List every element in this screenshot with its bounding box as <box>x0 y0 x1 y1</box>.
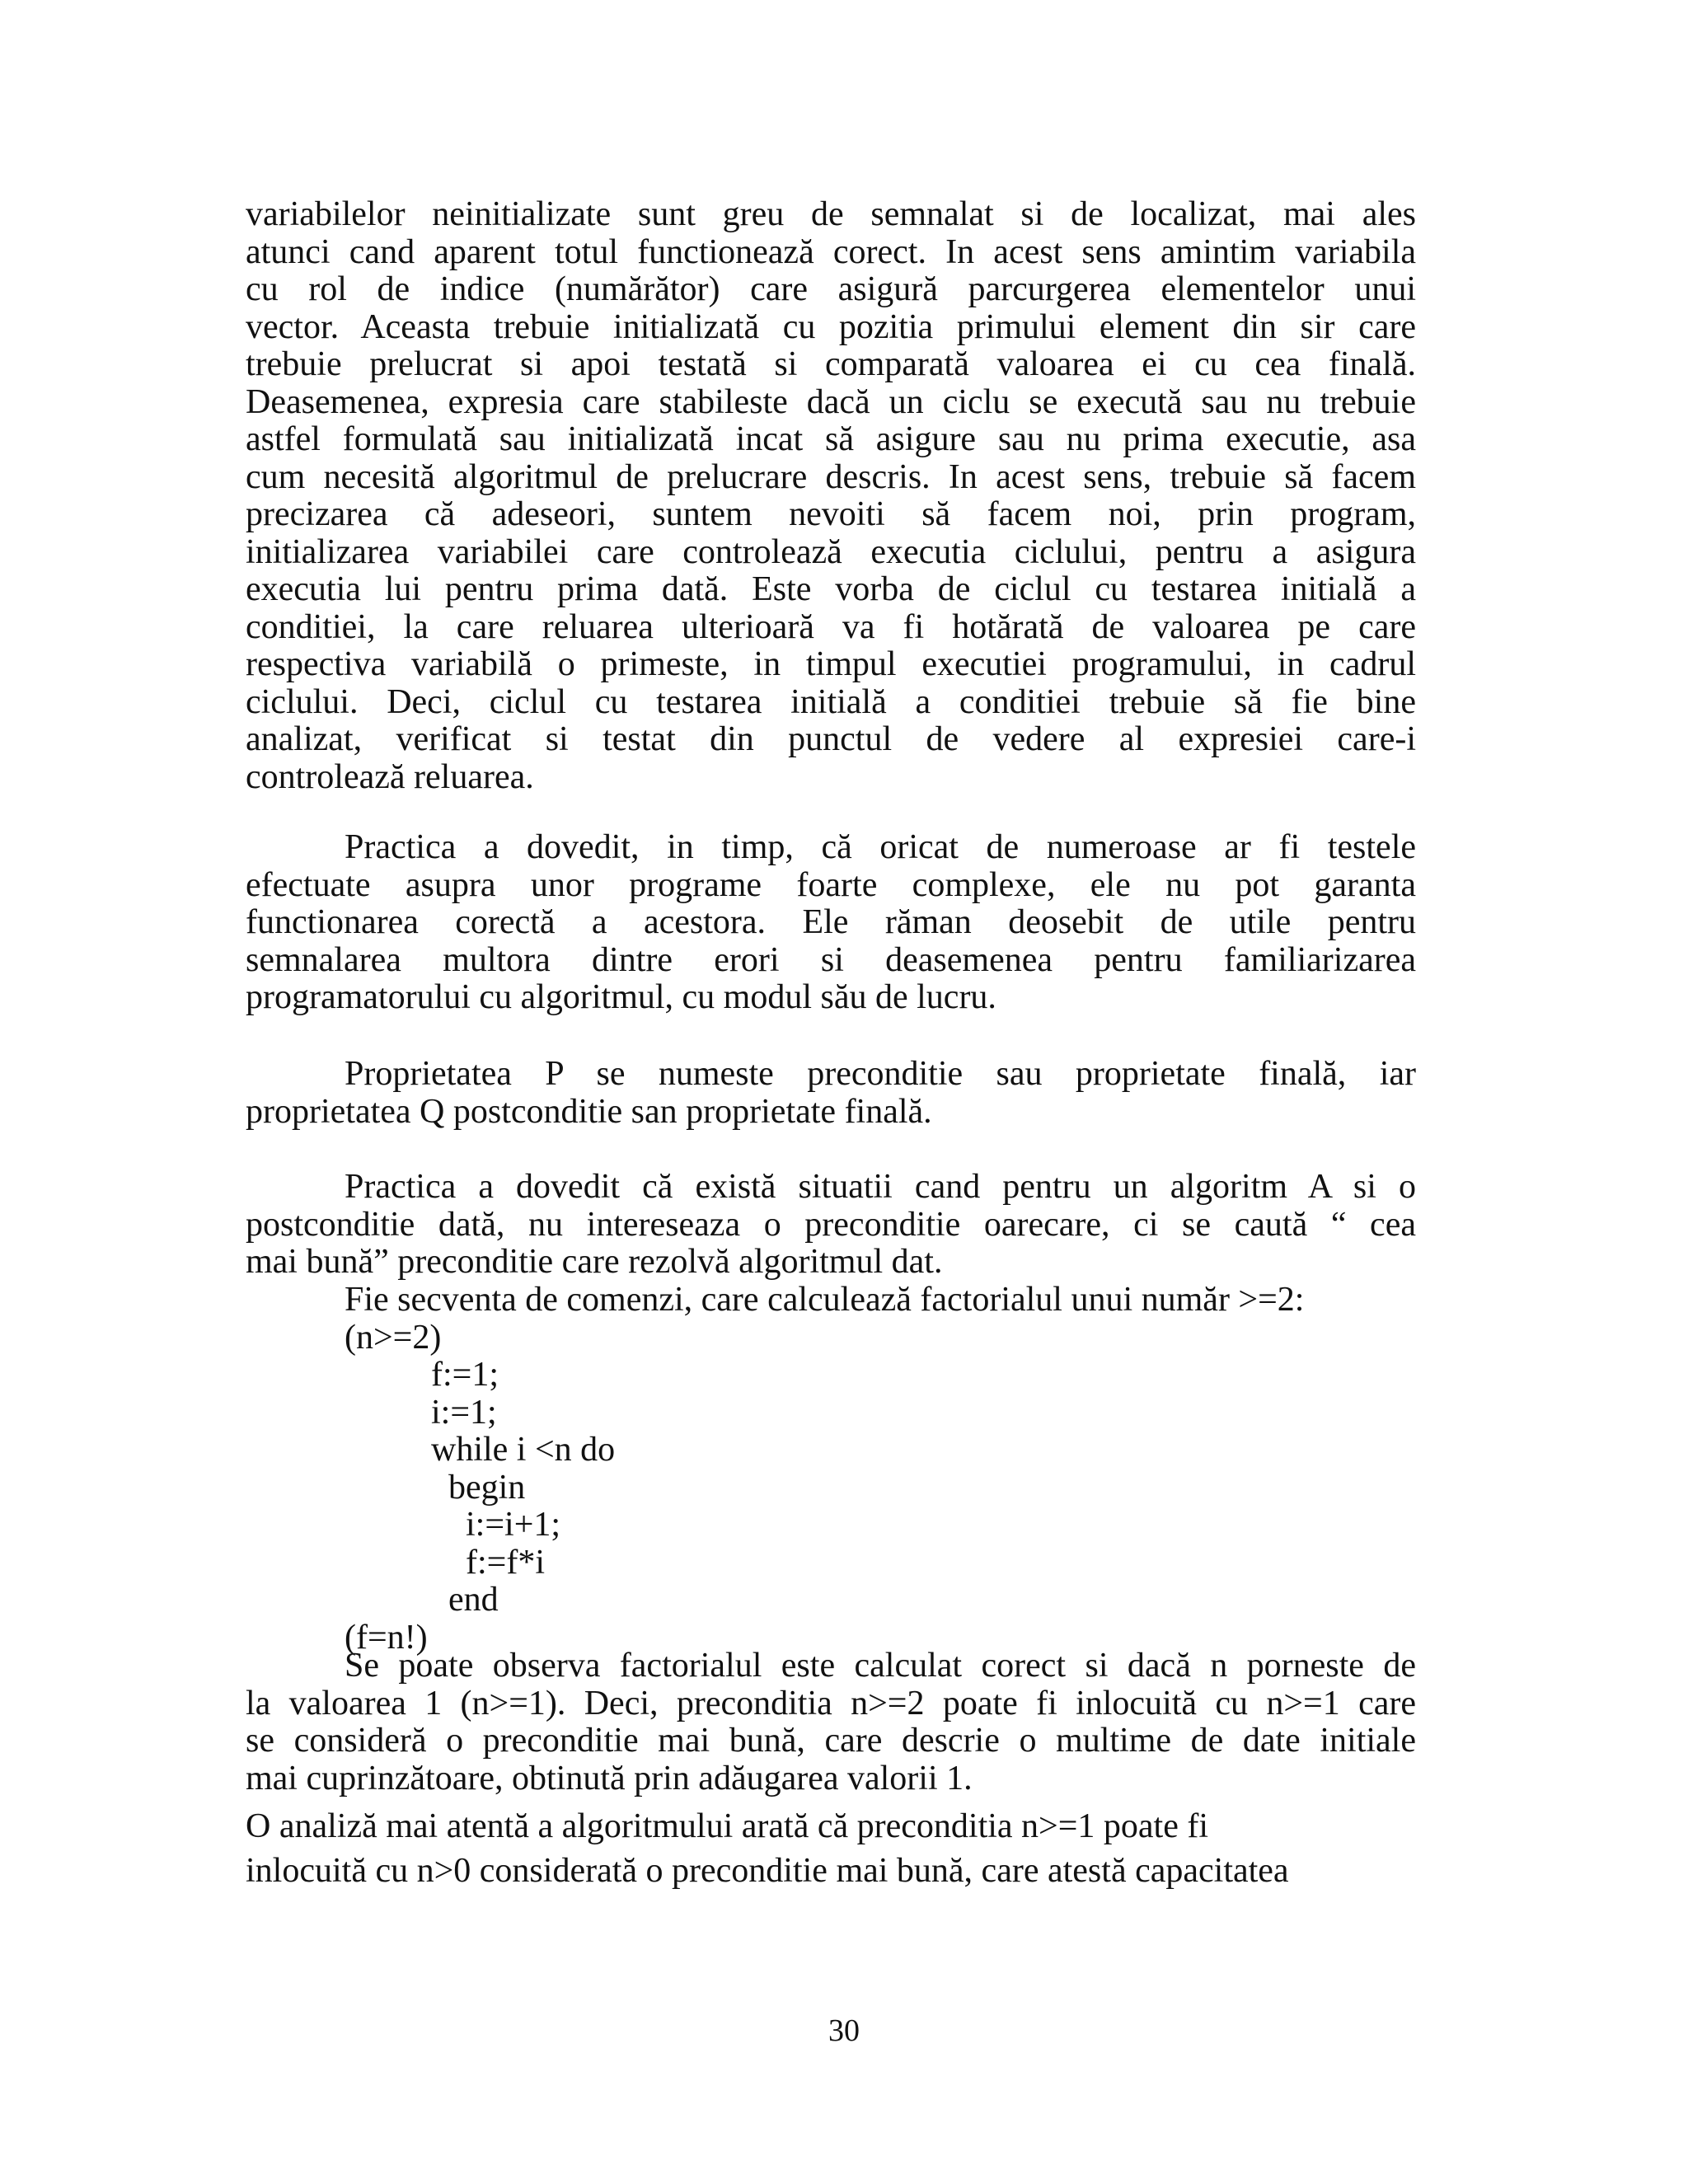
code-line: f:=f*i <box>431 1543 545 1582</box>
paragraph-4-line: Practica a dovedit că există situatii cand pentru un algoritm A si o <box>345 1168 1416 1206</box>
paragraph-1-line: initializarea variabilei care controlează executia ciclului, pentru a asigura <box>246 532 1416 571</box>
paragraph-3 <box>246 1056 1416 1131</box>
paragraph-4-line: postconditie dată, nu intereseaza o preconditie oarecare, ci se caută “ cea <box>246 1205 1416 1244</box>
paragraph-2 <box>246 829 1416 1017</box>
paragraph-1-line: analizat, verificat si testat din punctul de vedere al expresiei care-i <box>246 720 1416 758</box>
code-intro-line: Fie secventa de comenzi, care calculează factorialul unui număr >=2: <box>345 1281 1305 1319</box>
paragraph-1-line: precizarea că adeseori, suntem nevoiti să facem noi, prin program, <box>246 495 1416 533</box>
paragraph-1-line: executia lui pentru prima dată. Este vorba de ciclul cu testarea initială a <box>246 570 1416 608</box>
code-line: i:=i+1; <box>431 1506 561 1544</box>
paragraph-4 <box>246 1169 1416 1282</box>
paragraph-2-line: efectuate asupra unor programe foarte complexe, ele nu pot garanta <box>246 865 1416 904</box>
paragraph-6 <box>246 1804 1416 1893</box>
code-line: begin <box>431 1468 526 1507</box>
paragraph-1-line: vector. Aceasta trebuie initializată cu pozitia primului element din sir care <box>246 307 1416 346</box>
code-line: end <box>431 1581 499 1619</box>
paragraph-1-line: conditiei, la care reluarea ulterioară va fi hotărată de valoarea pe care <box>246 607 1416 646</box>
paragraph-5-line: Se poate observa factorialul este calculat corect si dacă n porneste de <box>345 1647 1416 1685</box>
code-postcondition: (f=n!) <box>345 1618 428 1657</box>
code-line: f:=1; <box>431 1356 499 1394</box>
code-line: i:=1; <box>431 1393 497 1432</box>
paragraph-2-line: programatorului cu algoritmul, cu modul său de lucru. <box>246 978 996 1016</box>
paragraph-1-line: cu rol de indice (numărător) care asigură parcurgerea elementelor unui <box>246 270 1416 308</box>
paragraph-3-line: Proprietatea P se numeste preconditie sau proprietate finală, iar <box>345 1055 1416 1093</box>
paragraph-2-line: functionarea corectă a acestora. Ele răman deosebit de utile pentru <box>246 903 1416 941</box>
paragraph-1-line: controlează reluarea. <box>246 757 534 796</box>
paragraph-2-line: Practica a dovedit, in timp, că oricat de numeroase ar fi testele <box>345 828 1416 866</box>
paragraph-3-line: proprietatea Q postconditie san proprietate finală. <box>246 1092 932 1131</box>
paragraph-1-line: Deasemenea, expresia care stabileste dacă un ciclu se execută sau nu trebuie <box>246 382 1416 421</box>
paragraph-1-line: respectiva variabilă o primeste, in timpul executiei programului, in cadrul <box>246 645 1416 683</box>
paragraph-1-line: trebuie prelucrat si apoi testată si comparată valoarea ei cu cea finală. <box>246 345 1416 383</box>
code-precondition: (n>=2) <box>345 1318 442 1357</box>
paragraph-6-line: O analiză mai atentă a algoritmului arată că preconditia n>=1 poate fi <box>246 1807 1209 1845</box>
paragraph-1-line: astfel formulată sau initializată incat să asigure sau nu prima executie, asa <box>246 420 1416 458</box>
paragraph-5-line: se consideră o preconditie mai bună, care descrie o multime de date initiale <box>246 1722 1416 1760</box>
paragraph-1-line: ciclului. Deci, ciclul cu testarea initială a conditiei trebuie să fie bine <box>246 682 1416 721</box>
paragraph-6-line: inlocuită cu n>0 considerată o preconditie mai bună, care atestă capacitatea <box>246 1852 1289 1890</box>
paragraph-4-line: mai bună” preconditie care rezolvă algoritmul dat. <box>246 1243 943 1281</box>
code-example <box>246 1282 1416 1657</box>
code-line: while i <n do <box>431 1431 616 1469</box>
paragraph-5 <box>246 1647 1416 1797</box>
page-number: 30 <box>828 2013 860 2048</box>
paragraph-1-line: atunci cand aparent totul functionează corect. In acest sens amintim variabila <box>246 232 1416 271</box>
paragraph-1-line: cum necesită algoritmul de prelucrare descris. In acest sens, trebuie să facem <box>246 457 1416 496</box>
paragraph-1-line: variabilelor neinitializate sunt greu de semnalat si de localizat, mai ales <box>246 195 1416 233</box>
paragraph-1 <box>246 196 1416 796</box>
paragraph-5-line: la valoarea 1 (n>=1). Deci, preconditia n>=2 poate fi inlocuită cu n>=1 care <box>246 1684 1416 1722</box>
paragraph-5-line: mai cuprinzătoare, obtinută prin adăugarea valorii 1. <box>246 1759 973 1797</box>
paragraph-2-line: semnalarea multora dintre erori si deasemenea pentru familiarizarea <box>246 940 1416 979</box>
